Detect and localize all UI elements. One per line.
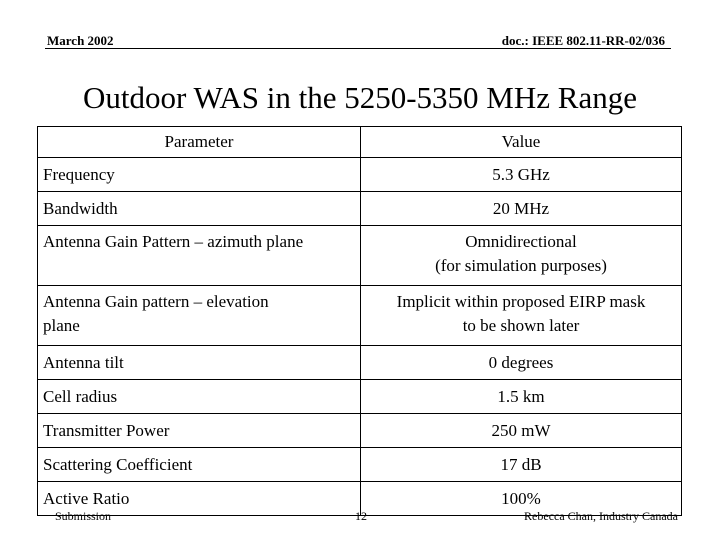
footer-author: Rebecca Chan, Industry Canada (524, 509, 678, 523)
table-row (38, 158, 682, 192)
parameter-cell: Antenna Gain Pattern – azimuth plane (38, 226, 361, 286)
footer-page-number: 12 (355, 509, 367, 523)
table-row (38, 286, 682, 346)
header-doc-id: doc.: IEEE 802.11-RR-02/036 (501, 33, 665, 48)
table-row (38, 346, 682, 380)
header-rule (45, 48, 671, 49)
parameters-table (37, 126, 682, 516)
value-cell (361, 226, 682, 286)
value-cell: 100% (361, 482, 682, 516)
value-cell: 0 degrees (361, 346, 682, 380)
parameter-cell (38, 286, 361, 346)
header-date: March 2002 (47, 33, 114, 48)
value-cell (361, 286, 682, 346)
value-line-2: (for simulation purposes) (435, 256, 607, 275)
parameter-cell: Active Ratio (38, 482, 361, 516)
table-row (38, 226, 682, 286)
value-line-2: to be shown later (462, 316, 580, 335)
parameter-cell: Bandwidth (38, 192, 361, 226)
parameter-cell: Scattering Coefficient (38, 448, 361, 482)
value-cell: 250 mW (361, 414, 682, 448)
value-cell: 17 dB (361, 448, 682, 482)
parameter-cell: Transmitter Power (38, 414, 361, 448)
column-header-parameter: Parameter (38, 127, 361, 158)
table-row (38, 192, 682, 226)
value-cell: 1.5 km (361, 380, 682, 414)
slide-title: Outdoor WAS in the 5250-5350 MHz Range (83, 80, 637, 115)
column-header-value: Value (361, 127, 682, 158)
table-row (38, 380, 682, 414)
value-cell: 20 MHz (361, 192, 682, 226)
table-row (38, 414, 682, 448)
parameter-cell: Cell radius (38, 380, 361, 414)
footer-submission: Submission (55, 509, 112, 523)
table-row (38, 448, 682, 482)
parameter-line-2: plane (43, 316, 80, 335)
value-cell: 5.3 GHz (361, 158, 682, 192)
value-line-1: Implicit within proposed EIRP mask (396, 292, 646, 311)
parameter-cell: Antenna tilt (38, 346, 361, 380)
table-header-row (38, 127, 682, 158)
parameter-cell: Frequency (38, 158, 361, 192)
value-line-1: Omnidirectional (465, 232, 577, 251)
parameter-line-1: Antenna Gain pattern – elevation (43, 292, 269, 311)
